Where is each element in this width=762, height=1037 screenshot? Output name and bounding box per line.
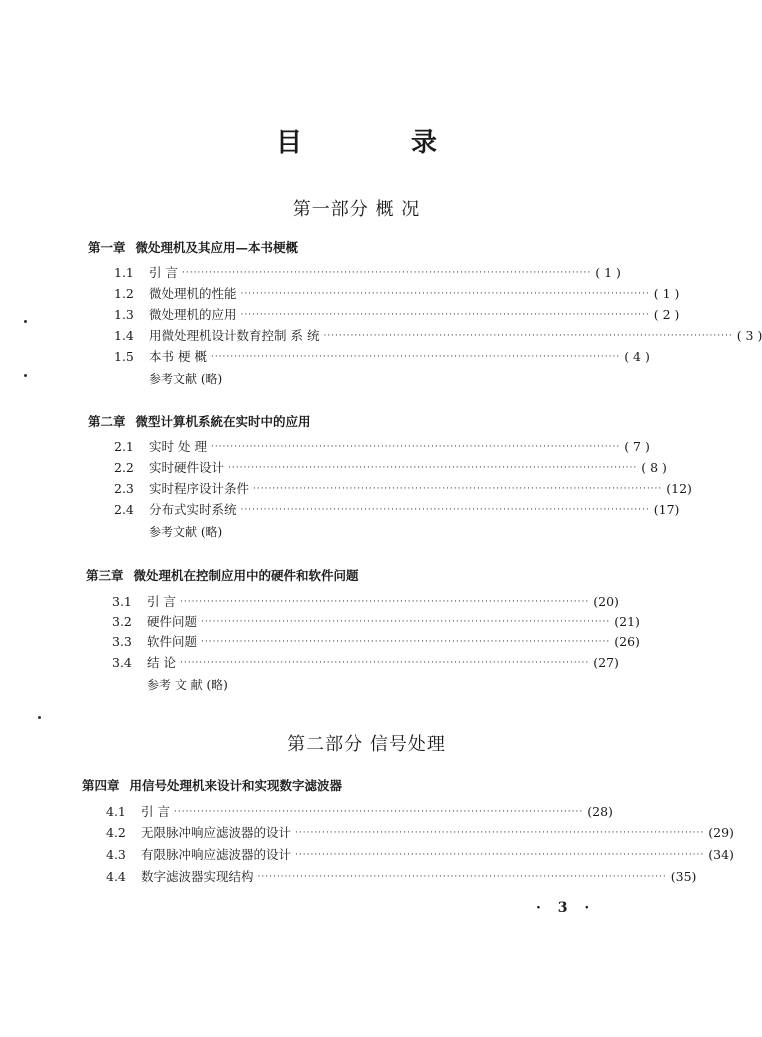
section-title: 有限脉冲响应滤波器的设计	[141, 847, 292, 862]
section-number: 1.1	[114, 265, 134, 280]
page-number: ( 7 )	[624, 439, 650, 454]
section-title: 实时硬件设计	[149, 460, 225, 475]
dot-leader: ··········································································································	[210, 352, 621, 362]
chapter-number: 第二章	[88, 414, 126, 429]
page-number: (12)	[666, 481, 692, 496]
section-number: 3.2	[112, 614, 132, 629]
dot-leader: ··········································································································	[173, 807, 584, 817]
page-number: (21)	[614, 614, 640, 629]
section-title: 软件问题	[147, 634, 198, 649]
page-number: ( 1 )	[653, 286, 680, 301]
page-number: (17)	[653, 502, 680, 517]
scan-speck	[24, 320, 27, 323]
toc-entry[interactable]	[114, 305, 680, 325]
section-title: 微处理机的性能	[149, 286, 237, 301]
page-number: (35)	[670, 869, 697, 884]
page-number: ( 4 )	[624, 349, 650, 364]
toc-entry[interactable]	[112, 592, 619, 612]
chapter-title: 微处理机在控制应用中的硬件和软件问题	[133, 568, 359, 583]
page-number: ( 1 )	[595, 265, 621, 280]
section-title: 硬件问题	[147, 614, 198, 629]
section-title: 实时 处 理	[149, 439, 207, 454]
chapter-heading	[86, 566, 359, 584]
toc-entry[interactable]	[114, 500, 680, 520]
section-title: 无限脉冲响应滤波器的设计	[141, 825, 292, 840]
part-heading-1: 第一部分 概 况	[292, 199, 421, 220]
section-number: 4.3	[106, 847, 126, 862]
toc-entry[interactable]	[114, 326, 762, 346]
page-number: (29)	[708, 825, 734, 840]
section-number: 3.1	[112, 594, 132, 609]
toc-entry[interactable]	[112, 612, 640, 632]
page-number: (34)	[708, 847, 734, 862]
section-number: 3.4	[112, 655, 132, 670]
toc-entry[interactable]	[114, 263, 621, 283]
dot-leader: ··········································································································	[240, 310, 650, 320]
section-number: 4.2	[106, 825, 126, 840]
chapter-number: 第三章	[86, 568, 124, 583]
references-note: 参考 文 献 (略)	[147, 678, 228, 692]
chapter-heading	[88, 238, 298, 256]
chapter-number: 第一章	[88, 240, 126, 255]
section-number: 1.3	[114, 307, 134, 322]
dot-leader: ··········································································································	[253, 484, 663, 494]
chapter-title: 微处理机及其应用—本书梗概	[135, 240, 299, 255]
section-title: 用微处理机设计数育控制 系 统	[149, 328, 320, 343]
section-number: 3.3	[112, 634, 132, 649]
dot-leader: ··········································································································	[210, 442, 621, 452]
dot-leader: ··········································································································	[323, 331, 733, 341]
page-footer-number: · 3 ·	[536, 900, 596, 916]
scan-speck	[38, 716, 41, 719]
toc-entry[interactable]	[106, 867, 697, 887]
toc-entry[interactable]	[112, 632, 640, 652]
page-number: (26)	[614, 634, 640, 649]
dot-leader: ··········································································································	[257, 872, 667, 882]
dot-leader: ··········································································································	[295, 828, 705, 838]
chapter-title: 用信号处理机来设计和实现数字滤波器	[129, 778, 343, 793]
dot-leader: ··········································································································	[201, 637, 611, 647]
toc-entry[interactable]	[114, 479, 692, 499]
section-title: 引 言	[149, 265, 178, 280]
scan-speck	[24, 374, 27, 377]
chapter-number: 第四章	[82, 778, 120, 793]
toc-entry[interactable]	[114, 458, 667, 478]
toc-entry[interactable]	[106, 845, 734, 865]
page-number: (20)	[593, 594, 619, 609]
dot-leader: ··········································································································	[295, 850, 705, 860]
chapter-title: 微型计算机系統在实时中的应用	[135, 414, 311, 429]
references-note: 参考文献 (略)	[149, 372, 223, 386]
dot-leader: ··········································································································	[240, 505, 650, 515]
page-number: (28)	[587, 804, 613, 819]
toc-entry[interactable]	[114, 284, 680, 304]
section-title: 引 言	[141, 804, 170, 819]
section-number: 1.4	[114, 328, 134, 343]
dot-leader: ··········································································································	[181, 268, 592, 278]
page-number: ( 2 )	[653, 307, 680, 322]
page-number: ( 8 )	[641, 460, 667, 475]
references-note: 参考文献 (略)	[149, 525, 223, 539]
section-number: 2.3	[114, 481, 134, 496]
section-number: 1.5	[114, 349, 134, 364]
section-number: 4.1	[106, 804, 126, 819]
section-number: 2.1	[114, 439, 134, 454]
section-title: 微处理机的应用	[149, 307, 237, 322]
section-title: 结 论	[147, 655, 176, 670]
section-title: 本书 梗 概	[149, 349, 207, 364]
chapter-heading	[82, 776, 342, 794]
section-number: 2.2	[114, 460, 134, 475]
toc-entry[interactable]	[112, 653, 619, 673]
part-heading-2: 第二部分 信号处理	[287, 734, 446, 755]
section-title: 分布式实时系统	[149, 502, 237, 517]
page-number: ( 3 )	[736, 328, 762, 343]
dot-leader: ··········································································································	[179, 658, 590, 668]
section-number: 2.4	[114, 502, 134, 517]
section-title: 实时程序设计条件	[149, 481, 250, 496]
dot-leader: ··········································································································	[240, 289, 650, 299]
toc-entry[interactable]	[106, 823, 734, 843]
dot-leader: ··········································································································	[201, 617, 611, 627]
section-title: 引 言	[147, 594, 176, 609]
page-number: (27)	[593, 655, 619, 670]
section-number: 1.2	[114, 286, 134, 301]
page-title: 目 录	[275, 128, 488, 158]
toc-entry[interactable]	[106, 802, 613, 822]
dot-leader: ··········································································································	[179, 597, 590, 607]
dot-leader: ··········································································································	[228, 463, 638, 473]
toc-entry[interactable]	[114, 437, 650, 457]
section-title: 数字滤波器实现结构	[141, 869, 254, 884]
toc-entry[interactable]	[114, 347, 650, 367]
chapter-heading	[88, 412, 311, 430]
section-number: 4.4	[106, 869, 126, 884]
